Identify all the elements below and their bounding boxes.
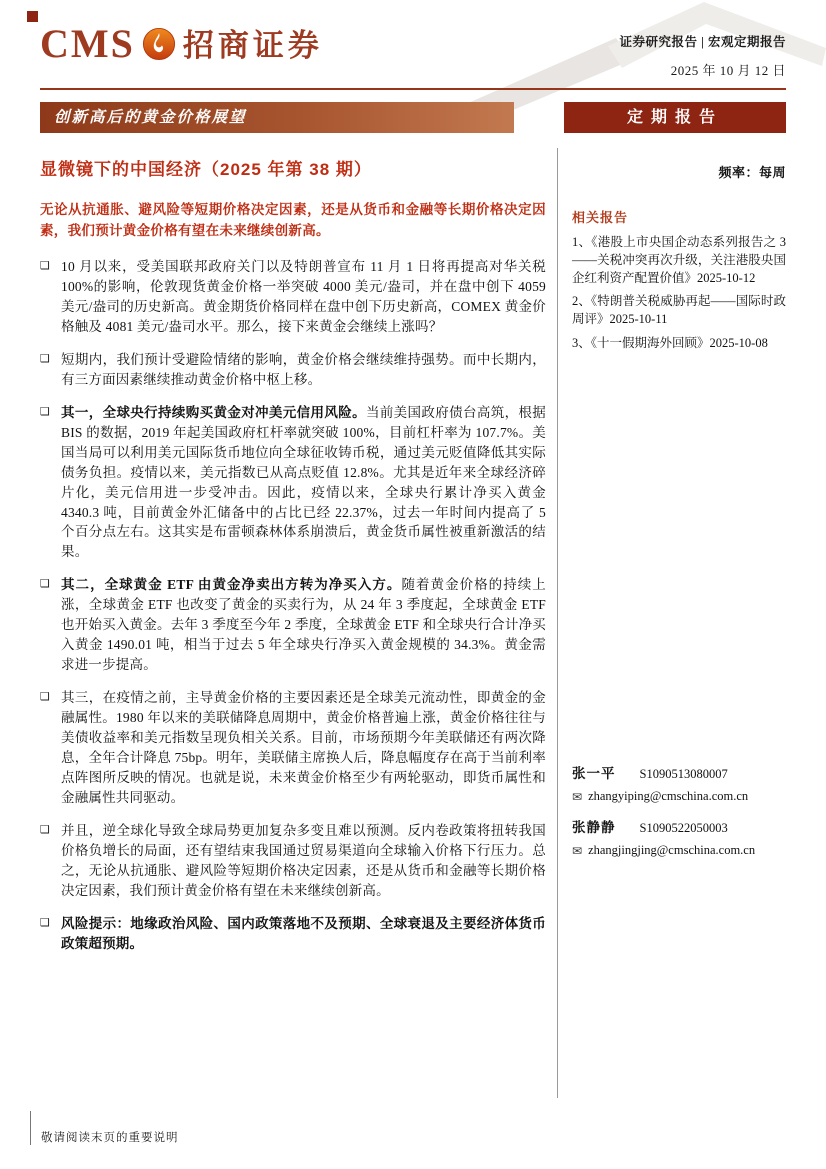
bullet-square-icon: ❑ bbox=[40, 258, 50, 272]
related-report-link[interactable]: 3、《十一假期海外回顾》2025-10-08 bbox=[572, 335, 768, 350]
author-email-row bbox=[572, 789, 786, 804]
footer-disclaimer-text: 敬请阅读末页的重要说明 bbox=[41, 1132, 179, 1144]
author-entry bbox=[572, 816, 786, 858]
envelope-icon: ✉ bbox=[572, 789, 583, 804]
related-reports-list bbox=[572, 234, 786, 353]
header-meta bbox=[619, 24, 786, 79]
footer-disclaimer bbox=[30, 1111, 179, 1145]
bullet-text: 其二，全球黄金 ETF 由黄金净卖出方转为净买入方。随着黄金价格的持续上涨，全球黄金 ETF 也改变了黄金的买卖行为，从 24 年 3 季度起，全球黄金 ETF 也开始买入黄金。去年 3 季度至今年 2 季度，全球黄金 ETF 和全球央行合计净买入黄金 1490.01 吨，相当于过去 5 年全球央行净买入黄金规模的 34.3%。黄金需求进一步提高。 bbox=[61, 577, 546, 673]
risk-warning-text: 风险提示：地缘政治风险、国内政策落地不及预期、全球衰退及主要经济体货币政策超预期。 bbox=[61, 915, 546, 951]
flame-icon bbox=[142, 27, 176, 61]
author-entry bbox=[572, 762, 786, 804]
related-reports-title: 相关报告 bbox=[572, 210, 629, 225]
summary-intro: 无论从抗通胀、避风险等短期价格决定因素，还是从货币和金融等长期价格决定因素，我们预计黄金价格有望在未来继续创新高。 bbox=[40, 202, 546, 238]
bullet-text: 其一，全球央行持续购买黄金对冲美元信用风险。当前美国政府债台高筑，根据 BIS 的数据，2019 年起美国政府杠杆率就突破 100%，目前杠杆率为 107.7%。美国当局可以利用美元国际货币地位向全球征收铸币税，通过美元贬值降低其实际债务负担。疫情以来，美元指数已从高点贬值 12.8%。尤其是近年来全球经济碎片化，美元信用进一步受冲击。因此，疫情以来，全球央行累计净买入黄金 4340.3 吨，目前黄金外汇储备中的占比已经 22.37%，过去一年时间内提高了 5 个百分点左右。这其实是布雷顿森林体系崩溃后，黄金货币属性被重新激活的结果。 bbox=[61, 404, 546, 560]
logo-cms-text: CMS bbox=[40, 21, 135, 66]
title-banner-row bbox=[40, 102, 786, 133]
logo-chinese-text: 招商证券 bbox=[182, 27, 323, 63]
header bbox=[40, 21, 786, 79]
bullet-item bbox=[40, 403, 546, 563]
sidebar bbox=[572, 162, 786, 1112]
author-email-row bbox=[572, 843, 786, 858]
column-divider bbox=[557, 148, 558, 1098]
bullet-item bbox=[40, 575, 546, 675]
author-license-id: S1090513080007 bbox=[639, 767, 728, 781]
author-name: 张一平 bbox=[572, 766, 616, 781]
authors-block bbox=[572, 762, 786, 870]
author-email-address[interactable]: zhangjingjing@cmschina.com.cn bbox=[588, 843, 756, 857]
related-report-link[interactable]: 1、《港股上市央国企动态系列报告之 3——关税冲突再次升级，关注港股央国企红利资产配置价值》2025-10-12 bbox=[572, 235, 786, 285]
bullet-text: 并且，逆全球化导致全球局势更加复杂多变且难以预测。反内卷政策将扭转我国价格负增长的局面，还有望结束我国通过贸易渠道向全球输入价格下行压力。总之，无论从抗通胀、避风险等短期价格决定因素，还是从货币和金融等长期价格决定因素，我们预计黄金价格有望在未来继续创新高。 bbox=[61, 823, 546, 898]
author-name-row bbox=[572, 762, 786, 782]
author-license-id: S1090522050003 bbox=[639, 821, 728, 835]
cms-logo bbox=[40, 21, 323, 66]
bullet-item bbox=[40, 688, 546, 808]
bullet-item bbox=[40, 821, 546, 901]
header-divider bbox=[40, 88, 786, 90]
bullet-square-icon: ❑ bbox=[40, 577, 50, 591]
report-category-badge: 定期报告 bbox=[564, 102, 786, 133]
report-date: 2025 年 10 月 12 日 bbox=[670, 63, 786, 78]
bullet-square-icon: ❑ bbox=[40, 351, 50, 365]
bullet-square-icon: ❑ bbox=[40, 915, 50, 929]
bullet-text: 其三，在疫情之前，主导黄金价格的主要因素还是全球美元流动性，即黄金的金融属性。1980 年以来的美联储降息周期中，黄金价格普遍上涨，黄金价格往往与美债收益率和美元指数呈现负相关关系。目前，市场预期今年美联储还有两次降息，全年合计降息 75bp。明年，美联储主席换人后，降息幅度存在高于当前利率点阵图所反映的情况。也就是说，未来黄金价格至少有两轮驱动，即货币属性和金融属性共同驱动。 bbox=[61, 690, 546, 806]
corner-mark bbox=[27, 11, 38, 22]
related-report-link[interactable]: 2、《特朗普关税威胁再起——国际时政周评》2025-10-11 bbox=[572, 294, 786, 326]
bullet-text: 短期内，我们预计受避险情绪的影响，黄金价格会继续维持强势。而中长期内，有三方面因素继续推动黄金价格中枢上移。 bbox=[61, 351, 546, 387]
main-content bbox=[40, 200, 546, 967]
author-name: 张静静 bbox=[572, 820, 616, 835]
risk-warning bbox=[40, 914, 546, 954]
bullet-square-icon: ❑ bbox=[40, 404, 50, 418]
author-name-row bbox=[572, 816, 786, 836]
bullet-item bbox=[40, 257, 546, 337]
bullet-square-icon: ❑ bbox=[40, 690, 50, 704]
bullet-square-icon: ❑ bbox=[40, 823, 50, 837]
author-email-address[interactable]: zhangyiping@cmschina.com.cn bbox=[588, 789, 749, 803]
page-title: 显微镜下的中国经济（2025 年第 38 期） bbox=[40, 160, 372, 179]
bullet-item bbox=[40, 350, 546, 390]
envelope-icon: ✉ bbox=[572, 843, 583, 858]
report-subtitle-banner: 创新高后的黄金价格展望 bbox=[40, 102, 514, 133]
frequency-label: 频率：每周 bbox=[718, 165, 786, 180]
report-type: 证券研究报告 | 宏观定期报告 bbox=[619, 35, 786, 49]
bullet-text: 10 月以来，受美国联邦政府关门以及特朗普宣布 11 月 1 日将再提高对华关税 100%的影响，伦敦现货黄金价格一举突破 4000 美元/盎司，并在盘中创下 4059 美元/盎司的历史新高。黄金期货价格同样在盘中创下历史新高，COMEX 黄金价格触及 4081 美元/盎司水平。那么，接下来黄金会继续上涨吗？ bbox=[61, 258, 546, 334]
